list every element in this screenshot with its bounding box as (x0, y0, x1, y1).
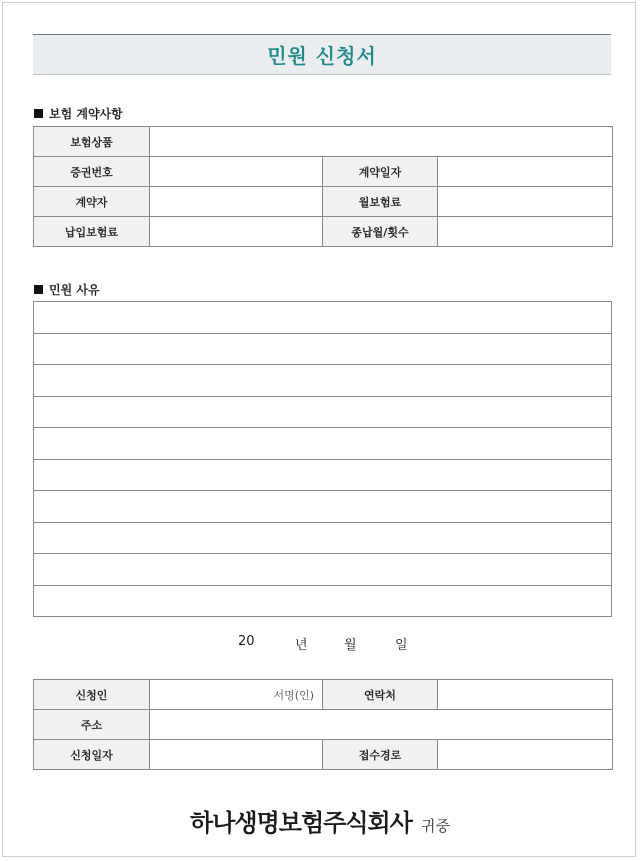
table-row (34, 127, 613, 157)
address-label: 주소 (34, 710, 150, 740)
monthly-premium-label: 월보험료 (323, 187, 438, 217)
monthly-premium-field[interactable] (438, 187, 613, 217)
reason-line-field[interactable] (34, 491, 612, 523)
application-date-field[interactable] (150, 740, 323, 770)
channel-label: 접수경로 (323, 740, 438, 770)
policy-number-label: 증권번호 (34, 157, 150, 187)
final-payment-label: 종납월/횟수 (323, 217, 438, 247)
day-unit: 일 (395, 638, 408, 653)
reason-line (34, 554, 612, 586)
contract-date-field[interactable] (438, 157, 613, 187)
contract-table (33, 126, 613, 247)
reason-line-field[interactable] (34, 365, 612, 397)
square-bullet-icon (34, 109, 43, 118)
reason-line-field[interactable] (34, 459, 612, 491)
square-bullet-icon (34, 285, 43, 294)
contract-date-label: 계약일자 (323, 157, 438, 187)
page-title: 민원 신청서 (267, 44, 377, 68)
reason-line (34, 365, 612, 397)
reason-line (34, 491, 612, 523)
reason-line (34, 396, 612, 428)
contact-field[interactable] (438, 680, 613, 710)
contractor-field[interactable] (150, 187, 323, 217)
insurance-product-field[interactable] (150, 127, 613, 157)
contractor-label: 계약자 (34, 187, 150, 217)
table-row (34, 710, 613, 740)
reason-table (33, 301, 612, 617)
contact-label: 연락처 (323, 680, 438, 710)
reason-line (34, 333, 612, 365)
reason-line (34, 522, 612, 554)
insurance-product-label: 보험상품 (34, 127, 150, 157)
reason-line (34, 302, 612, 334)
reason-line (34, 428, 612, 460)
final-payment-field[interactable] (438, 217, 613, 247)
reason-line-field[interactable] (34, 428, 612, 460)
contract-section-heading: 보험 계약사항 (34, 105, 123, 122)
paid-premium-label: 납입보험료 (34, 217, 150, 247)
table-row (34, 187, 613, 217)
reason-line-field[interactable] (34, 585, 612, 617)
reason-line-field[interactable] (34, 302, 612, 334)
reason-line (34, 585, 612, 617)
title-bar (33, 34, 611, 75)
reason-line-field[interactable] (34, 554, 612, 586)
policy-number-field[interactable] (150, 157, 323, 187)
reason-section-heading: 민원 사유 (34, 281, 100, 298)
year-unit: 년 (295, 638, 308, 653)
applicant-label: 신청인 (34, 680, 150, 710)
company-name: 하나생명보험주식회사 (190, 809, 412, 837)
company-suffix: 귀중 (420, 817, 450, 835)
applicant-table (33, 679, 613, 770)
year-prefix: 20 (238, 634, 255, 649)
reason-line-field[interactable] (34, 333, 612, 365)
reason-line-field[interactable] (34, 522, 612, 554)
address-field[interactable] (150, 710, 613, 740)
company-footer (0, 803, 640, 838)
reason-line (34, 459, 612, 491)
table-row (34, 680, 613, 710)
table-row (34, 157, 613, 187)
table-row (34, 217, 613, 247)
month-unit: 월 (344, 638, 357, 653)
reason-line-field[interactable] (34, 396, 612, 428)
applicant-signature-field[interactable]: 서명(인) (150, 680, 323, 710)
application-date-label: 신청일자 (34, 740, 150, 770)
table-row (34, 740, 613, 770)
channel-field[interactable] (438, 740, 613, 770)
paid-premium-field[interactable] (150, 217, 323, 247)
